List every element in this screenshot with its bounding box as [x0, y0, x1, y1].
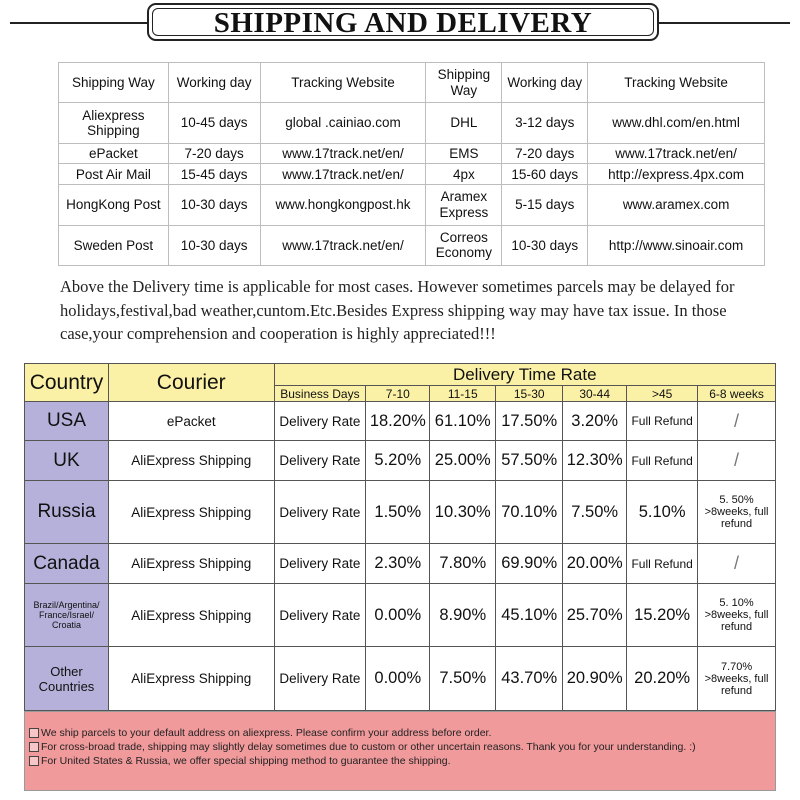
table-cell: 7-20 days: [168, 143, 260, 164]
rate-value-cell: 15.20%: [627, 583, 698, 647]
rate-header: Delivery Time Rate: [274, 364, 775, 386]
rate-label-cell: Delivery Rate: [274, 402, 366, 441]
rate-label-cell: Delivery Rate: [274, 544, 366, 583]
courier-cell: AliExpress Shipping: [108, 441, 274, 480]
rate-value-cell: 25.00%: [430, 441, 496, 480]
footer-notes: [24, 711, 776, 791]
header-cell: Shipping Way: [426, 63, 502, 103]
rate-value-cell: 69.90%: [496, 544, 563, 583]
sub-header-cell: 6-8 weeks: [698, 386, 776, 402]
shipping-ways-table: [58, 62, 765, 266]
table-cell: www.hongkongpost.hk: [260, 185, 426, 225]
table-cell: http://express.4px.com: [588, 164, 765, 185]
sub-header-cell: Business Days: [274, 386, 366, 402]
courier-cell: AliExpress Shipping: [108, 647, 274, 711]
table-cell: 10-30 days: [168, 225, 260, 265]
table-row: [59, 103, 765, 143]
sub-header-cell: 11-15: [430, 386, 496, 402]
table-row: [25, 583, 776, 647]
table-cell: HongKong Post: [59, 185, 169, 225]
courier-header: Courier: [108, 364, 274, 402]
title-banner: [147, 3, 659, 41]
rate-value-cell: Full Refund: [627, 402, 698, 441]
table-cell: DHL: [426, 103, 502, 143]
checkbox-icon: [29, 742, 39, 752]
rate-value-cell: 70.10%: [496, 480, 563, 544]
rate-value-cell: 20.90%: [563, 647, 627, 711]
rate-value-cell: 5. 10% >8weeks, full refund: [698, 583, 776, 647]
table-row: [59, 164, 765, 185]
rate-value-cell: Full Refund: [627, 441, 698, 480]
table-cell: www.17track.net/en/: [260, 143, 426, 164]
table-cell: 5-15 days: [502, 185, 588, 225]
table-cell: 10-30 days: [502, 225, 588, 265]
rate-value-cell: 7.50%: [563, 480, 627, 544]
country-cell: Other Countries: [25, 647, 109, 711]
header-cell: Tracking Website: [260, 63, 426, 103]
rate-value-cell: 7.80%: [430, 544, 496, 583]
table-row: [25, 441, 776, 480]
country-cell: USA: [25, 402, 109, 441]
table-cell: www.17track.net/en/: [588, 143, 765, 164]
table-row: [25, 544, 776, 583]
rate-value-cell: Full Refund: [627, 544, 698, 583]
checkbox-icon: [29, 756, 39, 766]
table-row: [25, 402, 776, 441]
rate-value-cell: 20.20%: [627, 647, 698, 711]
table-row: [59, 185, 765, 225]
rate-value-cell: 0.00%: [366, 647, 430, 711]
table-cell: global .cainiao.com: [260, 103, 426, 143]
country-cell: Brazil/Argentina/ France/Israel/ Croatia: [25, 583, 109, 647]
header-cell: Shipping Way: [59, 63, 169, 103]
table-cell: Correos Economy: [426, 225, 502, 265]
header-cell: Working day: [502, 63, 588, 103]
courier-cell: ePacket: [108, 402, 274, 441]
rate-value-cell: 5.10%: [627, 480, 698, 544]
table-cell: 15-60 days: [502, 164, 588, 185]
table-row: [25, 480, 776, 544]
page-title: SHIPPING AND DELIVERY: [213, 7, 593, 39]
rate-label-cell: Delivery Rate: [274, 647, 366, 711]
rate-value-cell: 0.00%: [366, 583, 430, 647]
rate-value-cell: 1.50%: [366, 480, 430, 544]
header-cell: Tracking Website: [588, 63, 765, 103]
table-cell: 4px: [426, 164, 502, 185]
rate-label-cell: Delivery Rate: [274, 583, 366, 647]
table-cell: 7-20 days: [502, 143, 588, 164]
rate-value-cell: 10.30%: [430, 480, 496, 544]
footer-note-text: For cross-broad trade, shipping may slightly delay sometimes due to custom or other uncertain reasons. Thank you for your understanding. :): [41, 741, 696, 753]
rate-value-cell: 5. 50% >8weeks, full refund: [698, 480, 776, 544]
country-cell: Canada: [25, 544, 109, 583]
table-cell: ePacket: [59, 143, 169, 164]
table-cell: 15-45 days: [168, 164, 260, 185]
checkbox-icon: [29, 728, 39, 738]
footer-note-text: We ship parcels to your default address on aliexpress. Please confirm your address before order.: [41, 727, 492, 739]
rate-value-cell: 3.20%: [563, 402, 627, 441]
sub-header-cell: 30-44: [563, 386, 627, 402]
footer-note-text: For United States & Russia, we offer special shipping method to guarantee the shipping.: [41, 755, 451, 767]
table-cell: 10-45 days: [168, 103, 260, 143]
rate-label-cell: Delivery Rate: [274, 441, 366, 480]
footer-note: [29, 726, 775, 740]
rate-value-cell: 8.90%: [430, 583, 496, 647]
rate-value-cell: 57.50%: [496, 441, 563, 480]
rate-value-cell: /: [698, 441, 776, 480]
rate-value-cell: 7.70% >8weeks, full refund: [698, 647, 776, 711]
rate-value-cell: 7.50%: [430, 647, 496, 711]
delivery-rate-table: [24, 363, 776, 711]
courier-cell: AliExpress Shipping: [108, 544, 274, 583]
table-cell: Aramex Express: [426, 185, 502, 225]
courier-cell: AliExpress Shipping: [108, 583, 274, 647]
table-row: [59, 143, 765, 164]
table-row: [59, 225, 765, 265]
table-cell: Sweden Post: [59, 225, 169, 265]
country-header: Country: [25, 364, 109, 402]
rate-value-cell: /: [698, 544, 776, 583]
rate-value-cell: 20.00%: [563, 544, 627, 583]
country-cell: Russia: [25, 480, 109, 544]
country-cell: UK: [25, 441, 109, 480]
table-cell: 3-12 days: [502, 103, 588, 143]
table-cell: www.17track.net/en/: [260, 164, 426, 185]
footer-note: [29, 740, 775, 754]
table-cell: Post Air Mail: [59, 164, 169, 185]
rate-value-cell: 45.10%: [496, 583, 563, 647]
rate-value-cell: 61.10%: [430, 402, 496, 441]
table-header-row: [59, 63, 765, 103]
sub-header-cell: 15-30: [496, 386, 563, 402]
rate-value-cell: 18.20%: [366, 402, 430, 441]
rate-value-cell: 25.70%: [563, 583, 627, 647]
delivery-rate-section: [24, 363, 776, 711]
rate-value-cell: 2.30%: [366, 544, 430, 583]
rate-label-cell: Delivery Rate: [274, 480, 366, 544]
rate-value-cell: /: [698, 402, 776, 441]
table-cell: 10-30 days: [168, 185, 260, 225]
table-cell: www.dhl.com/en.html: [588, 103, 765, 143]
table-cell: www.aramex.com: [588, 185, 765, 225]
table-cell: www.17track.net/en/: [260, 225, 426, 265]
table-cell: http://www.sinoair.com: [588, 225, 765, 265]
table-cell: EMS: [426, 143, 502, 164]
rate-value-cell: 12.30%: [563, 441, 627, 480]
rate-value-cell: 17.50%: [496, 402, 563, 441]
rate-value-cell: 43.70%: [496, 647, 563, 711]
delivery-note: Above the Delivery time is applicable for most cases. However sometimes parcels may be delayed for holidays,festival,bad weather,cuntom.Etc.Besides Express shipping way may have tax issue. In those case,your comprehension and cooperation is highly appreciated!!!: [60, 277, 735, 343]
header-cell: Working day: [168, 63, 260, 103]
sub-header-cell: >45: [627, 386, 698, 402]
table-cell: Aliexpress Shipping: [59, 103, 169, 143]
courier-cell: AliExpress Shipping: [108, 480, 274, 544]
sub-header-cell: 7-10: [366, 386, 430, 402]
table-row: [25, 647, 776, 711]
footer-note: [29, 754, 775, 768]
rate-value-cell: 5.20%: [366, 441, 430, 480]
